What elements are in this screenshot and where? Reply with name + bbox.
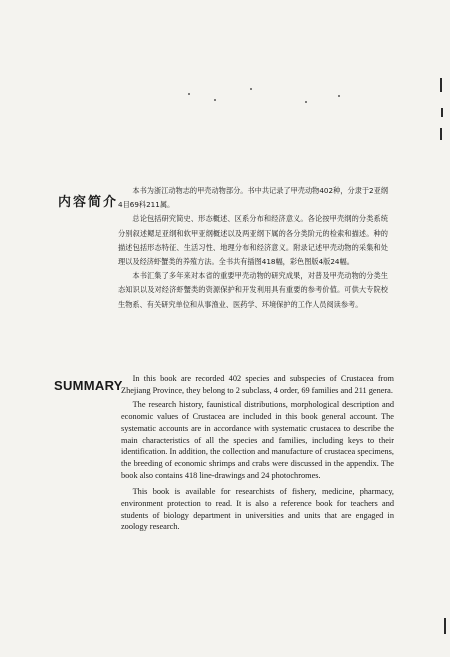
english-summary-paragraph: This book is available for researchists of fishery, medicine, pharmacy, environment protection to read. It is also a reference book for teachers and students of biology department in universities and units that are engaged in zoology research. xyxy=(121,487,394,532)
chinese-summary-paragraph: 本书汇集了多年来对本省的重要甲壳动物的研究成果，对普及甲壳动物的分类生态知识以及对经济虾蟹类的资源保护和开发利用具有重要的参考价值。可供大专院校生物系、有关研究单位和从事渔业、医药学、环境保护的工作人员阅读参考。 xyxy=(118,271,388,309)
scan-mark xyxy=(440,78,442,92)
chinese-summary-heading: 内容简介 xyxy=(58,195,119,210)
scan-speck xyxy=(250,88,252,90)
english-summary-body xyxy=(121,373,394,536)
chinese-summary-paragraph: 本书为浙江动物志的甲壳动物部分。书中共记录了甲壳动物402种，分隶于2亚纲4目69科211属。 xyxy=(118,186,388,210)
chinese-summary-paragraph: 总论包括研究简史、形态概述、区系分布和经济意义。各论按甲壳纲的分类系统分别叙述鳃足亚纲和软甲亚纲概述以及两亚纲下属的各分类阶元的检索和描述。种的描述包括形态特征、生活习性、地理分布和经济意义。附录记述甲壳动物的采集和处理以及经济虾蟹类的养殖方法。全书共有插图418幅，彩色图版4版24幅。 xyxy=(118,214,388,267)
scan-mark xyxy=(441,108,443,117)
scan-speck xyxy=(338,95,340,97)
english-summary-paragraph: In this book are recorded 402 species and subspecies of Crustacea from Zhejiang Province, they belong to 2 subclass, 4 order, 69 families and 211 genera. xyxy=(121,374,394,395)
scan-mark xyxy=(440,128,442,140)
chinese-summary-body xyxy=(118,184,388,312)
english-summary-paragraph: The research history, faunistical distributions, morphological description and economic values of Crustacea are included in this book general account. The systematic accounts are in accordance with systematic crustacea to describe the main characteristics of all the species and families, including keys to their identification. In addition, the collection and manufacture of crustacea specimens, the breeding of economic shrimps and crabs were discussed in the appendix. The book also contains 418 line-drawings and 24 photochromes. xyxy=(121,400,394,480)
scan-mark xyxy=(444,618,446,634)
english-summary-heading: SUMMARY xyxy=(54,378,123,393)
scan-speck xyxy=(188,93,190,95)
scan-speck xyxy=(214,99,216,101)
scan-speck xyxy=(305,101,307,103)
